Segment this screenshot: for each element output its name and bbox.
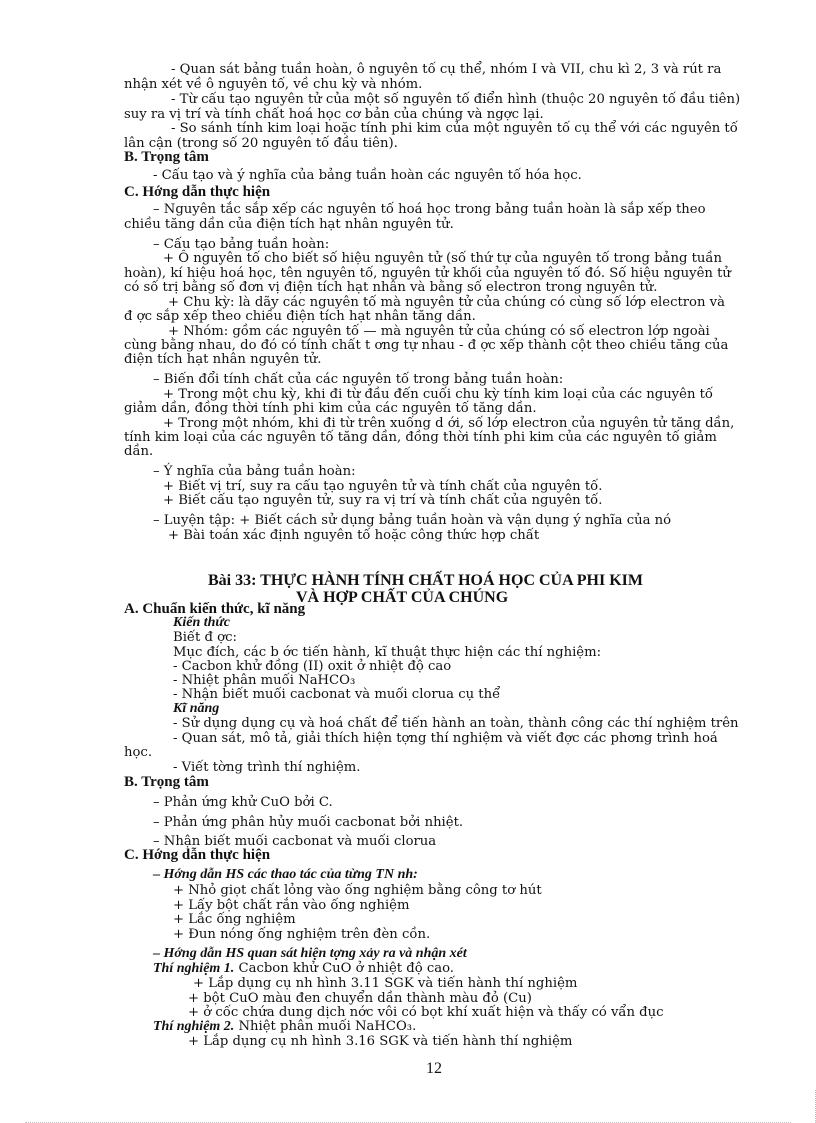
lesson-title-line-2: VÀ HỢP CHẤT CỦA CHÚNG xyxy=(296,589,509,606)
dash: – xyxy=(153,815,160,830)
paragraph-line: Mục đích, các b ớc tiến hành, kĩ thuật thực hiện các thí nghiệm: xyxy=(173,645,602,660)
list-item: học. xyxy=(124,745,153,760)
paragraph-line: hoàn), kí hiệu hoá học, tên nguyên tố, nguyên tử khối của nguyên tố đó. Số hiệu nguyên tử xyxy=(124,266,731,281)
list-item: + Lắc ống nghiệm xyxy=(173,912,296,927)
list-item: + Lắp dụng cụ nh hình 3.16 SGK và tiến hành thí nghiệm xyxy=(188,1034,573,1049)
list-item: + Lấy bột chất rắn vào ống nghiệm xyxy=(173,898,410,913)
list-item: - Cấu tạo và ý nghĩa của bảng tuần hoàn các nguyên tố hóa học. xyxy=(153,168,582,183)
paragraph-line: có số trị bằng số đơn vị điện tích hạt nhân và bằng số electron trong nguyên tử. xyxy=(124,280,658,295)
subheading: Kĩ năng xyxy=(173,701,220,716)
list-item: - Cacbon khử đồng (II) oxit ở nhiệt độ cao xyxy=(173,659,452,674)
section-heading: A. Chuẩn kiến thức, kĩ năng xyxy=(124,601,306,617)
list-item: + bột CuO màu đen chuyển dần thành màu đỏ (Cu) xyxy=(188,991,532,1006)
section-heading: C. Hớng dẫn thực hiện xyxy=(124,847,271,863)
dash: – xyxy=(153,202,160,217)
paragraph-line: cùng bằng nhau, do đó có tính chất t ơng tự nhau - đ ợc xếp thành cột theo chiều tăng của xyxy=(124,338,729,353)
list-item: – Phản ứng khử CuO bởi C. xyxy=(153,795,333,810)
paragraph-line: – Cấu tạo bảng tuần hoàn: xyxy=(153,237,330,252)
list-item: – Nhận biết muối cacbonat và muối clorua xyxy=(153,834,437,849)
list-item: + Lắp dụng cụ nh hình 3.11 SGK và tiến hành thí nghiệm xyxy=(193,976,578,991)
paragraph-line: giảm dần, đồng thời tính phi kim của các nguyên tố tăng dần. xyxy=(124,401,537,416)
dash: – xyxy=(153,946,160,961)
paragraph-line: điện tích hạt nhân nguyên tử. xyxy=(124,352,322,367)
intro-line: - Từ cấu tạo nguyên tử của một số nguyên tố điển hình (thuộc 20 nguyên tố đầu tiên) xyxy=(171,92,741,107)
paragraph-line: + Trong một chu kỳ, khi đi từ đầu đến cuối chu kỳ tính kim loại của các nguyên tố xyxy=(163,387,713,402)
paragraph-line: đ ợc sắp xếp theo chiều điện tích hạt nhân tăng dần. xyxy=(124,309,476,324)
paragraph-line: + Ô nguyên tố cho biết số hiệu nguyên tử (số thứ tự của nguyên tố trong bảng tuần xyxy=(163,251,722,266)
paragraph-line: + Trong một nhóm, khi đi từ trên xuống d ới, số lớp electron của nguyên tử tăng dần, xyxy=(163,416,735,431)
experiment-line: Thí nghiệm 1. Cacbon khử CuO ở nhiệt độ cao. xyxy=(153,961,455,976)
paragraph-line: – Luyện tập: + Biết cách sử dụng bảng tuần hoàn và vận dụng ý nghĩa của nó xyxy=(153,513,672,528)
paragraph-line: + Bài toán xác định nguyên tố hoặc công thức hợp chất xyxy=(168,528,540,543)
paragraph-line: + Biết cấu tạo nguyên tử, suy ra vị trí và tính chất của nguyên tố. xyxy=(163,493,603,508)
list-item: + Đun nóng ống nghiệm trên đèn cồn. xyxy=(173,927,431,942)
list-item: + ở cốc chứa dung dịch nớc vôi có bọt khí xuất hiện và thấy có vẩn đục xyxy=(188,1005,664,1020)
dash: – xyxy=(153,867,160,882)
section-heading: C. Hớng dẫn thực hiện xyxy=(124,184,271,200)
paragraph-line: chiều tăng dần của điện tích hạt nhân nguyên tử. xyxy=(124,217,454,232)
dash: – xyxy=(153,513,160,528)
paragraph-line: + Chu kỳ: là dãy các nguyên tố mà nguyên tử của chúng có cùng số lớp electron và xyxy=(168,295,725,310)
list-item: + Nhỏ giọt chất lỏng vào ống nghiệm bằng công tơ hút xyxy=(173,883,542,898)
subheading: – Hớng dẫn HS các thao tác của từng TN nh: xyxy=(153,867,418,882)
list-item: – Phản ứng phân hủy muối cacbonat bởi nhiệt. xyxy=(153,815,464,830)
paragraph-line: tính kim loại của các nguyên tố tăng dần, đồng thời tính phi kim của các nguyên tố giảm xyxy=(124,430,717,445)
paragraph-line: + Biết vị trí, suy ra cấu tạo nguyên tử và tính chất của nguyên tố. xyxy=(163,479,603,494)
subheading: – Hớng dẫn HS quan sát hiện tợng xảy ra và nhận xét xyxy=(153,946,467,961)
dash: – xyxy=(153,464,160,479)
paragraph-line: dần. xyxy=(124,444,154,459)
list-item: - Sử dụng dụng cụ và hoá chất để tiến hành an toàn, thành công các thí nghiệm trên xyxy=(173,716,739,731)
intro-line: lân cận (trong số 20 nguyên tố đầu tiên). xyxy=(124,136,398,151)
dash: – xyxy=(153,834,160,849)
paragraph-line: Biết đ ợc: xyxy=(173,630,237,645)
dash: – xyxy=(153,795,160,810)
intro-line: - So sánh tính kim loại hoặc tính phi kim của một nguyên tố cụ thể với các nguyên tố xyxy=(171,121,738,136)
list-item: - Nhiệt phân muối NaHCO₃ xyxy=(173,673,356,688)
intro-line: suy ra vị trí và tính chất hoá học cơ bản của chúng và ngợc lại. xyxy=(124,107,544,122)
experiment-line: Thí nghiệm 2. Nhiệt phân muối NaHCO₃. xyxy=(153,1019,417,1034)
dash: – xyxy=(153,372,160,387)
paragraph-line: – Biến đổi tính chất của các nguyên tố trong bảng tuần hoàn: xyxy=(153,372,564,387)
intro-line: - Quan sát bảng tuần hoàn, ô nguyên tố cụ thể, nhóm I và VII, chu kì 2, 3 và rút ra xyxy=(171,62,722,77)
intro-line: nhận xét về ô nguyên tố, về chu kỳ và nhóm. xyxy=(124,77,423,92)
section-heading: B. Trọng tâm xyxy=(124,774,209,790)
page-number: 12 xyxy=(426,1060,442,1077)
list-item: - Viết tờng trình thí nghiệm. xyxy=(173,760,361,775)
lesson-title: Bài 33: THỰC HÀNH TÍNH CHẤT HOÁ HỌC CỦA PHI KIM xyxy=(208,572,643,589)
paragraph-line: – Ý nghĩa của bảng tuần hoàn: xyxy=(153,464,356,479)
subheading: Kiến thức xyxy=(173,615,231,630)
dash: – xyxy=(153,237,160,252)
paragraph-line: – Nguyên tắc sắp xếp các nguyên tố hoá học trong bảng tuần hoàn là sắp xếp theo xyxy=(153,202,706,217)
paragraph-line: + Nhóm: gồm các nguyên tố — mà nguyên tử của chúng có số electron lớp ngoài xyxy=(168,324,710,339)
section-heading: B. Trọng tâm xyxy=(124,149,209,165)
list-item: - Nhận biết muối cacbonat và muối clorua cụ thể xyxy=(173,687,501,702)
list-item: - Quan sát, mô tả, giải thích hiện tợng thí nghiệm và viết đợc các phơng trình hoá xyxy=(173,731,718,746)
